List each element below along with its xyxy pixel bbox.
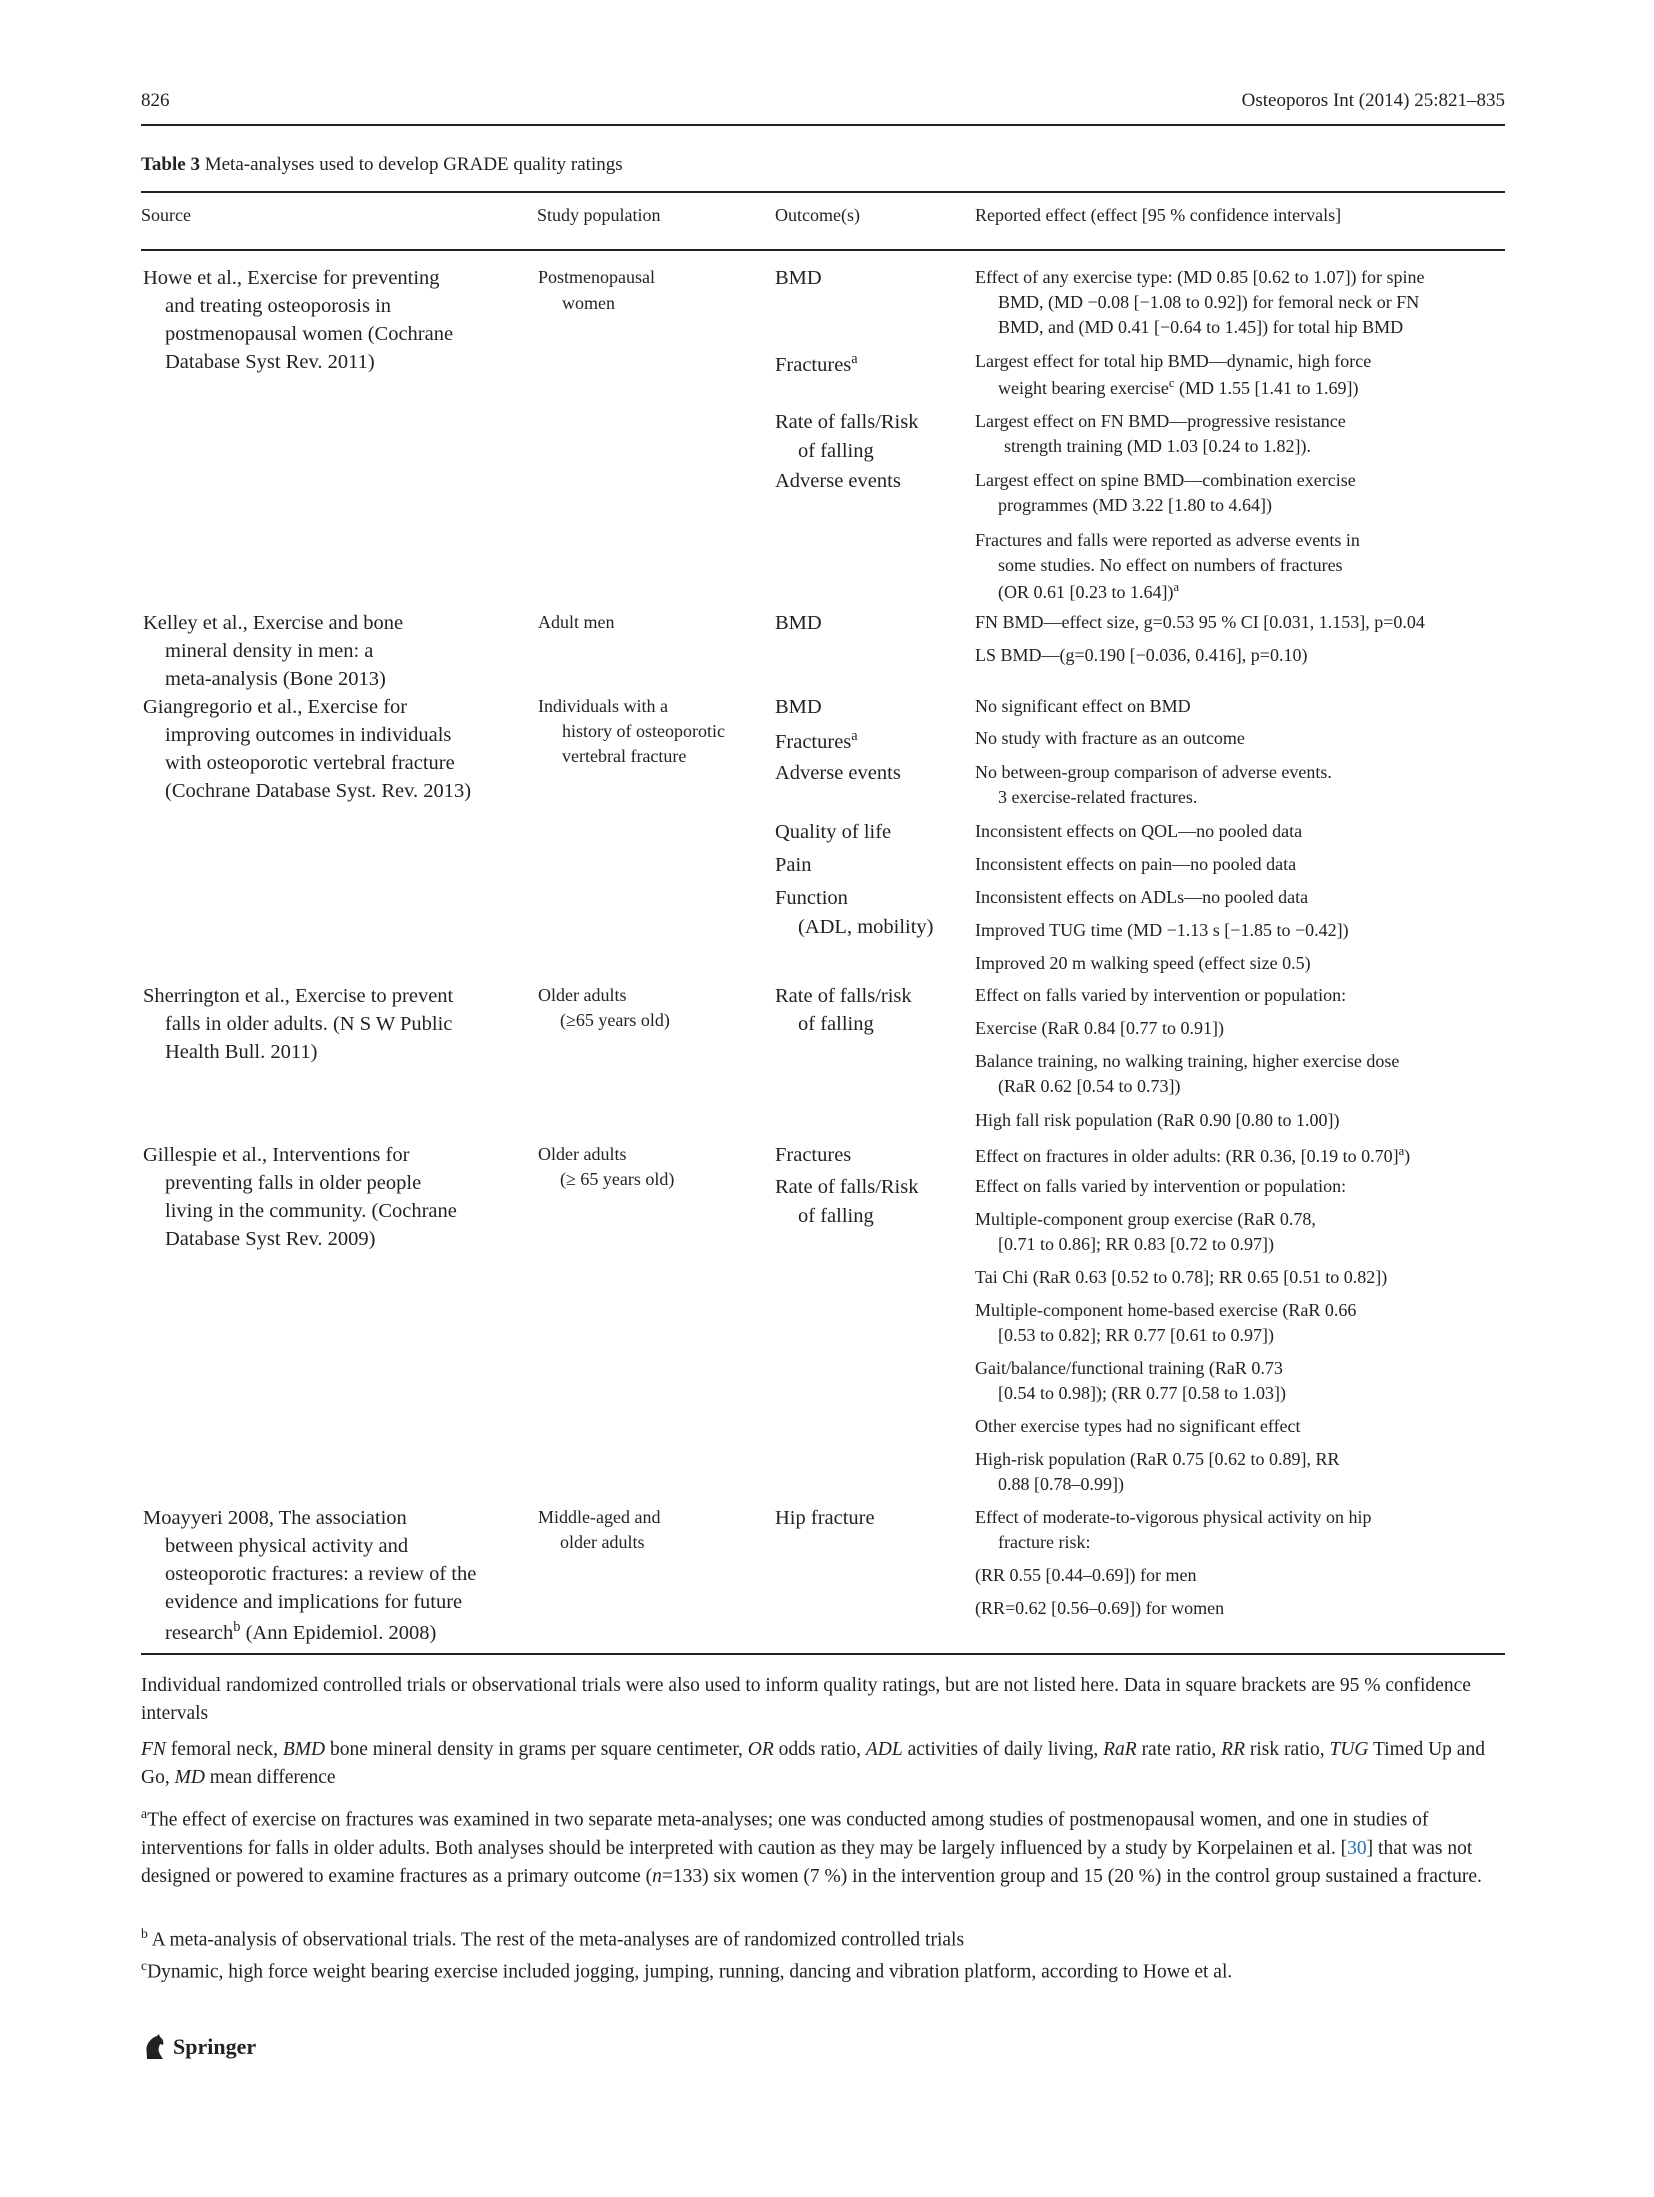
population-line: women [562, 293, 615, 313]
table-title: Meta-analyses used to develop GRADE quality ratings [199, 154, 623, 175]
outcome-line: Adverse events [775, 470, 901, 492]
population-line: (≥65 years old) [560, 1010, 670, 1030]
outcome-line: BMD [775, 612, 822, 634]
source-line: evidence and implications for future [165, 1591, 463, 1613]
effect-line: Exercise (RaR 0.84 [0.77 to 0.91]) [975, 1018, 1224, 1038]
footnote-marker: a [851, 351, 858, 367]
effect-line: No study with fracture as an outcome [975, 728, 1245, 748]
outcome-line: BMD [775, 696, 822, 718]
effect-line: Inconsistent effects on QOL—no pooled data [975, 821, 1303, 841]
footnote-marker: b [233, 1619, 241, 1635]
outcome-line: of falling [798, 440, 874, 462]
effect-line: (RaR 0.62 [0.54 to 0.73]) [998, 1076, 1181, 1096]
table-label: Table 3 [141, 154, 200, 175]
effect-line: weight bearing exercise$^c$ (MD 1.55 [1.41 to 1.69]) [998, 376, 1359, 398]
header-rule [141, 249, 1505, 251]
effect-line: Multiple-component group exercise (RaR 0.78, [975, 1209, 1316, 1229]
table-bottom-rule [141, 1653, 1505, 1655]
effect-line: Effect on falls varied by intervention or population: [975, 985, 1347, 1005]
effect-line: some studies. No effect on numbers of fractures [998, 555, 1343, 575]
effect-line: BMD, (MD −0.08 [−1.08 to 0.92]) for femoral neck or FN [998, 292, 1420, 312]
effect-line: Effect on falls varied by intervention or population: [975, 1176, 1347, 1196]
effect-line: (RR 0.55 [0.44–0.69]) for men [975, 1565, 1197, 1585]
publisher-name: Springer [173, 2034, 257, 2059]
effect-line: 3 exercise-related fractures. [998, 787, 1198, 807]
effect-line: Other exercise types had no significant effect [975, 1416, 1301, 1436]
outcome-line: Function [775, 887, 848, 909]
outcome-line: Rate of falls/Risk [775, 411, 919, 433]
abbreviations-note: FN femoral neck, BMD bone mineral density in grams per square centimeter, OR odds ratio, ADL activities of daily living, RaR rate ratio, RR risk ratio, TUG Timed Up and Go, MD mean difference [141, 1739, 1485, 1788]
outcome-line: Adverse events [775, 762, 901, 784]
effect-line: [0.71 to 0.86]; RR 0.83 [0.72 to 0.97]) [998, 1234, 1274, 1254]
source-line: (Cochrane Database Syst. Rev. 2013) [165, 780, 472, 802]
col-header-source: Source [141, 205, 191, 225]
outcome-line: of falling [798, 1013, 874, 1035]
footnote-marker: c [1168, 376, 1175, 390]
source-line: living in the community. (Cochrane [165, 1200, 457, 1222]
outcome-line: Rate of falls/risk [775, 985, 912, 1007]
effect-line: programmes (MD 3.22 [1.80 to 4.64]) [998, 495, 1272, 515]
effect-line: Tai Chi (RaR 0.63 [0.52 to 0.78]; RR 0.65 [0.51 to 0.82]) [975, 1267, 1388, 1287]
outcome-line: Pain [775, 854, 812, 876]
source-line: osteoporotic fractures: a review of the [165, 1563, 477, 1585]
source-line: falls in older adults. (N S W Public [165, 1013, 453, 1035]
page-number: 826 [141, 90, 170, 111]
page-header [141, 90, 1505, 126]
source-line: Kelley et al., Exercise and bone [143, 612, 404, 634]
population-line: (≥ 65 years old) [560, 1169, 675, 1189]
journal-reference: Osteoporos Int (2014) 25:821–835 [1241, 90, 1505, 111]
source-line: Database Syst Rev. 2011) [165, 351, 375, 373]
source-line: Howe et al., Exercise for preventing [143, 267, 440, 289]
outcome-line: Rate of falls/Risk [775, 1176, 919, 1198]
effect-line: Largest effect on spine BMD—combination exercise [975, 470, 1356, 490]
footnote-marker: a [1398, 1144, 1405, 1158]
table-note: Individual randomized controlled trials or observational trials were also used to inform quality ratings, but are not listed here. Data in square brackets are 95 % confidence intervals [141, 1675, 1471, 1724]
source-line: with osteoporotic vertebral fracture [165, 752, 455, 774]
source-line: Health Bull. 2011) [165, 1041, 318, 1063]
footnote-marker: a [851, 728, 858, 744]
col-header-outcomes: Outcome(s) [775, 205, 860, 225]
footnote-b: $^b$ A meta-analysis of observational trials. The rest of the meta-analyses are of randomized controlled trials [141, 1926, 965, 1951]
effect-line: (OR 0.61 [0.23 to 1.64])$^a$ [998, 580, 1180, 602]
effect-line: [0.54 to 0.98]); (RR 0.77 [0.58 to 1.03]) [998, 1383, 1286, 1403]
population-line: history of osteoporotic [562, 721, 725, 741]
effect-line: Inconsistent effects on pain—no pooled data [975, 854, 1297, 874]
footnote-c: $^c$Dynamic, high force weight bearing exercise included jogging, jumping, running, dancing and vibration platform, according to Howe et al. [141, 1958, 1233, 1983]
footnote-marker: b [141, 1926, 148, 1941]
footnote-marker: c [141, 1958, 148, 1973]
effect-line: (RR=0.62 [0.56–0.69]) for women [975, 1598, 1225, 1618]
effect-line: No between-group comparison of adverse events. [975, 762, 1332, 782]
outcome-line: Fractures$^a$ [775, 728, 858, 753]
effect-line: LS BMD—(g=0.190 [−0.036, 0.416], p=0.10) [975, 645, 1308, 665]
source-line: mineral density in men: a [165, 640, 374, 662]
population-line: Middle-aged and [538, 1507, 661, 1527]
outcome-line: Quality of life [775, 821, 892, 843]
effect-line: Balance training, no walking training, higher exercise dose [975, 1051, 1400, 1071]
col-header-population: Study population [537, 205, 661, 225]
population-line: vertebral fracture [562, 746, 687, 766]
outcome-line: BMD [775, 267, 822, 289]
effect-line: Multiple-component home-based exercise (RaR 0.66 [975, 1300, 1357, 1320]
population-line: Older adults [538, 1144, 627, 1164]
reference-link[interactable]: 30 [1347, 1837, 1367, 1859]
source-line: Giangregorio et al., Exercise for [143, 696, 408, 718]
col-header-effect: Reported effect (effect [95 % confidence intervals] [975, 205, 1342, 225]
outcome-line: (ADL, mobility) [798, 916, 934, 938]
springer-horse-icon [141, 2033, 167, 2061]
source-line: Moayyeri 2008, The association [143, 1507, 407, 1529]
source-line: preventing falls in older people [165, 1172, 422, 1194]
effect-line: Effect of moderate-to-vigorous physical activity on hip [975, 1507, 1372, 1527]
effect-line: [0.53 to 0.82]; RR 0.77 [0.61 to 0.97]) [998, 1325, 1274, 1345]
population-line: Individuals with a [538, 696, 668, 716]
publisher-logo [141, 2033, 256, 2061]
effect-line: Largest effect for total hip BMD—dynamic, high force [975, 351, 1372, 371]
outcome-line: Fractures$^a$ [775, 351, 858, 376]
effect-line: Effect on fractures in older adults: (RR 0.36, [0.19 to 0.70]$^a$) [975, 1144, 1411, 1166]
footnote-marker: a [1173, 580, 1180, 594]
outcome-line: Hip fracture [775, 1507, 875, 1529]
footnote-a: $^a$The effect of exercise on fractures was examined in two separate meta-analyses; one was conducted among studies of postmenopausal women, and one in studies of interventions for falls in older adults. Both analyses should be interpreted with caution as they may be largely influenced by a study by Korpelainen et al. [30] that was not designed or powered to examine fractures as a primary outcome (n=133) six women (7 %) in the intervention group and 15 (20 %) in the control group sustained a fracture. [141, 1806, 1482, 1887]
source-line: postmenopausal women (Cochrane [165, 323, 454, 345]
effect-line: FN BMD—effect size, g=0.53 95 % CI [0.031, 1.153], p=0.04 [975, 612, 1425, 632]
table-top-rule [141, 191, 1505, 193]
population-line: Postmenopausal [538, 267, 655, 287]
source-line: Sherrington et al., Exercise to prevent [143, 985, 454, 1007]
source-line: improving outcomes in individuals [165, 724, 452, 746]
population-line: older adults [560, 1532, 645, 1552]
effect-line: Largest effect on FN BMD—progressive resistance [975, 411, 1346, 431]
source-line: research$^b$ (Ann Epidemiol. 2008) [165, 1619, 437, 1644]
effect-line: High-risk population (RaR 0.75 [0.62 to 0.89], RR [975, 1449, 1340, 1469]
population-line: Adult men [538, 612, 615, 632]
effect-line: 0.88 [0.78–0.99]) [998, 1474, 1124, 1494]
effect-line: Fractures and falls were reported as adverse events in [975, 530, 1360, 550]
effect-line: Effect of any exercise type: (MD 0.85 [0.62 to 1.07]) for spine [975, 267, 1425, 287]
population-line: Older adults [538, 985, 627, 1005]
source-line: Gillespie et al., Interventions for [143, 1144, 410, 1166]
effect-line: fracture risk: [998, 1532, 1091, 1552]
effect-line: Inconsistent effects on ADLs—no pooled data [975, 887, 1309, 907]
effect-line: No significant effect on BMD [975, 696, 1191, 716]
effect-line: Gait/balance/functional training (RaR 0.73 [975, 1358, 1283, 1378]
outcome-line: Fractures [775, 1144, 852, 1166]
outcome-line: of falling [798, 1205, 874, 1227]
effect-line: High fall risk population (RaR 0.90 [0.80 to 1.00]) [975, 1110, 1340, 1130]
footnote-marker: a [141, 1806, 148, 1821]
source-line: between physical activity and [165, 1535, 409, 1557]
source-line: meta-analysis (Bone 2013) [165, 668, 386, 690]
effect-line: Improved 20 m walking speed (effect size 0.5) [975, 953, 1311, 973]
effect-line: BMD, and (MD 0.41 [−0.64 to 1.45]) for total hip BMD [998, 317, 1404, 337]
effect-line: Improved TUG time (MD −1.13 s [−1.85 to −0.42]) [975, 920, 1349, 940]
source-line: and treating osteoporosis in [165, 295, 392, 317]
table-caption [141, 154, 623, 176]
source-line: Database Syst Rev. 2009) [165, 1228, 376, 1250]
effect-line: strength training (MD 1.03 [0.24 to 1.82]). [1004, 436, 1311, 456]
